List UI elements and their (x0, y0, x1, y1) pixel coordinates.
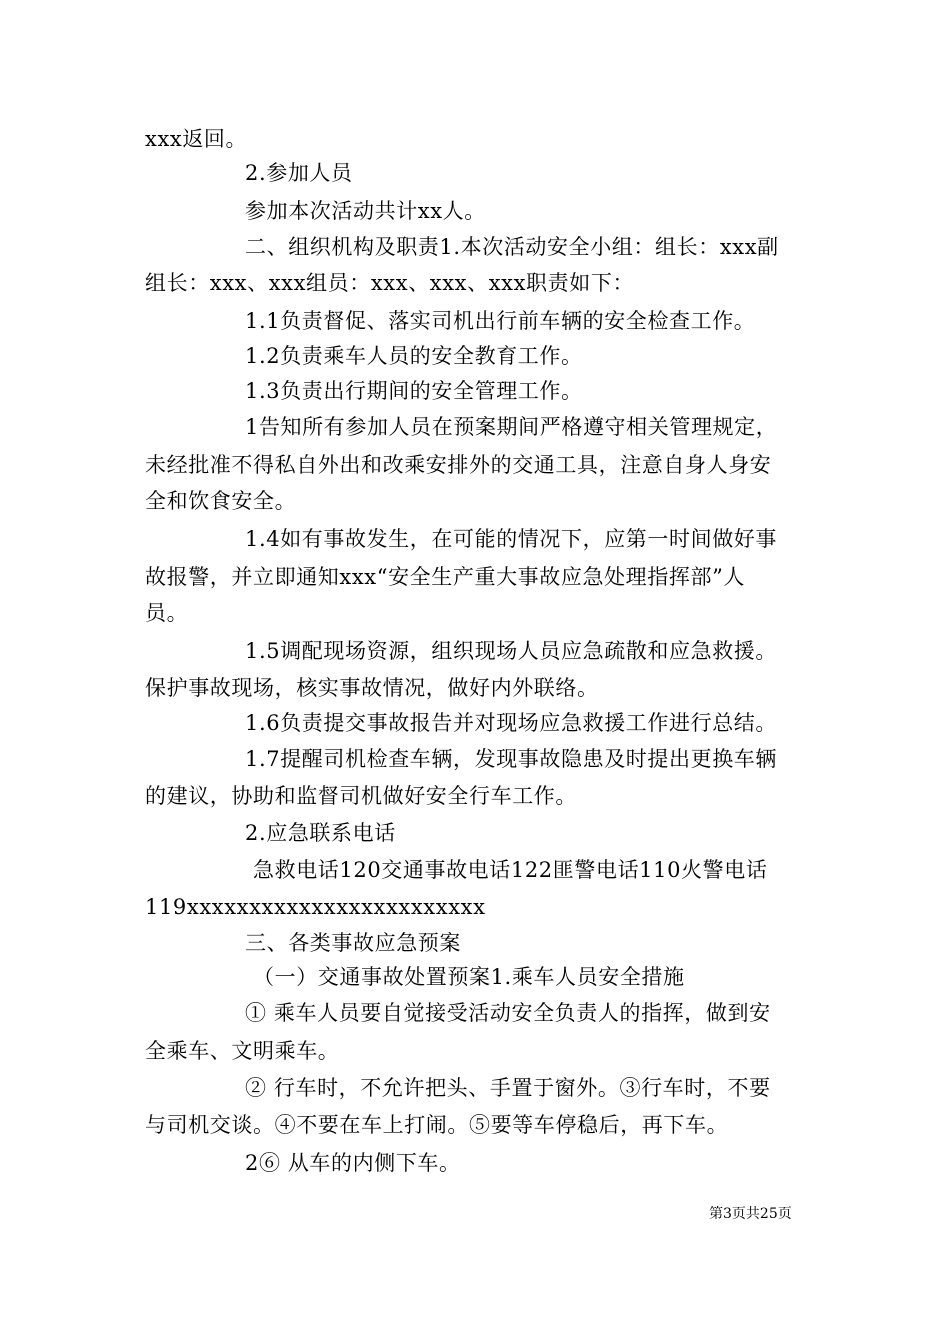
text-line: 1.6负责提交事故报告并对现场应急救援工作进行总结。 (245, 711, 777, 735)
text-line: 与司机交谈。④不要在车上打闹。⑤要等车停稳后，再下车。 (145, 1113, 729, 1137)
text-line: ② 行车时，不允许把头、手置于窗外。③行车时，不要 (245, 1076, 771, 1100)
text-line: 1.7提醒司机检查车辆，发现事故隐患及时提出更换车辆 (245, 747, 777, 771)
text-line: 员。 (145, 601, 189, 625)
text-line: 1告知所有参加人员在预案期间严格遵守相关管理规定， (245, 415, 778, 439)
text-line: 2⑥ 从车的内侧下车。 (245, 1151, 461, 1175)
text-line: 2.应急联系电话 (245, 821, 396, 845)
page-number: 第3页共25页 (709, 1206, 792, 1222)
text-line: 保护事故现场，核实事故情况，做好内外联络。 (145, 676, 599, 700)
text-line: 组长：xxx、xxx组员：xxx、xxx、xxx职责如下： (145, 271, 635, 295)
text-line: 二、组织机构及职责1.本次活动安全小组：组长：xxx副 (245, 235, 779, 259)
text-line: 三、各类事故应急预案 (245, 931, 461, 955)
text-line: 2.参加人员 (245, 161, 353, 185)
text-line: 全乘车、文明乘车。 (145, 1039, 340, 1063)
text-line: xxx返回。 (145, 127, 248, 151)
text-line: 全和饮食安全。 (145, 489, 297, 513)
text-line: 119xxxxxxxxxxxxxxxxxxxxxxxx (145, 895, 486, 919)
text-line: 1.5调配现场资源，组织现场人员应急疏散和应急救援。 (245, 639, 777, 663)
text-line: 急救电话120交通事故电话122匪警电话110火警电话 (253, 858, 768, 882)
text-line: ① 乘车人员要自觉接受活动安全负责人的指挥，做到安 (245, 1001, 771, 1025)
text-line: 1.2负责乘车人员的安全教育工作。 (245, 344, 583, 368)
text-line: 1.1负责督促、落实司机出行前车辆的安全检查工作。 (245, 309, 756, 333)
text-line: 参加本次活动共计xx人。 (245, 199, 486, 223)
text-line: （一）交通事故处置预案1.乘车人员安全措施 (253, 965, 685, 989)
text-line: 1.4如有事故发生，在可能的情况下，应第一时间做好事 (245, 527, 777, 551)
text-line: 故报警，并立即通知xxx“安全生产重大事故应急处理指挥部”人 (145, 565, 745, 589)
text-line: 的建议，协助和监督司机做好安全行车工作。 (145, 784, 577, 808)
text-line: 1.3负责出行期间的安全管理工作。 (245, 379, 583, 403)
text-line: 未经批准不得私自外出和改乘安排外的交通工具，注意自身人身安 (145, 453, 772, 477)
